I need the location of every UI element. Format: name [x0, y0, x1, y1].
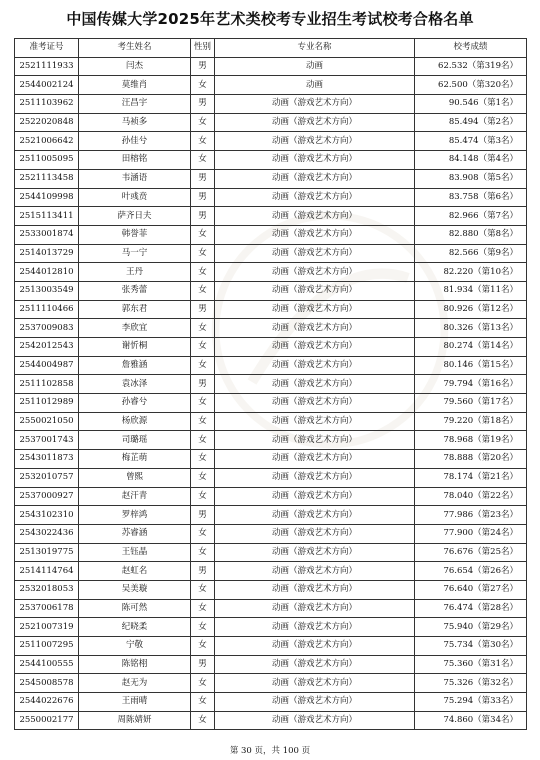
table-header-row: [15, 39, 527, 58]
gender-cell: 女: [191, 412, 215, 431]
exam-id-cell: 2537000927: [15, 487, 79, 506]
student-name-cell: 韦涵语: [79, 169, 191, 188]
major-cell: 动画（游戏艺术方向）: [215, 225, 415, 244]
table-row: [15, 300, 527, 319]
table-row: [15, 711, 527, 730]
gender-cell: 女: [191, 132, 215, 151]
exam-id-cell: 2544004987: [15, 356, 79, 375]
table-row: [15, 95, 527, 114]
student-name-cell: 谢忻桐: [79, 338, 191, 357]
exam-id-cell: 2537006178: [15, 599, 79, 618]
gender-cell: 女: [191, 618, 215, 637]
major-cell: 动画（游戏艺术方向）: [215, 693, 415, 712]
major-cell: 动画（游戏艺术方向）: [215, 375, 415, 394]
major-cell: 动画（游戏艺术方向）: [215, 637, 415, 656]
table-row: [15, 562, 527, 581]
gender-cell: 女: [191, 450, 215, 469]
student-name-cell: 赵虹名: [79, 562, 191, 581]
score-cell: 77.900（第24名）: [415, 524, 527, 543]
gender-cell: 女: [191, 338, 215, 357]
major-cell: 动画（游戏艺术方向）: [215, 562, 415, 581]
col-header-major: 专业名称: [215, 39, 415, 58]
table-row: [15, 151, 527, 170]
table-row: [15, 76, 527, 95]
gender-cell: 女: [191, 263, 215, 282]
gender-cell: 女: [191, 225, 215, 244]
exam-id-cell: 2532018053: [15, 580, 79, 599]
exam-id-cell: 2511110466: [15, 300, 79, 319]
score-cell: 76.654（第26名）: [415, 562, 527, 581]
exam-id-cell: 2514114764: [15, 562, 79, 581]
table-row: [15, 431, 527, 450]
major-cell: 动画: [215, 57, 415, 76]
student-name-cell: 马祯多: [79, 113, 191, 132]
exam-id-cell: 2550021050: [15, 412, 79, 431]
student-name-cell: 周陈婧妍: [79, 711, 191, 730]
gender-cell: 男: [191, 207, 215, 226]
student-name-cell: 赵汗青: [79, 487, 191, 506]
gender-cell: 男: [191, 188, 215, 207]
score-cell: 82.966（第7名）: [415, 207, 527, 226]
exam-id-cell: 2511103962: [15, 95, 79, 114]
major-cell: 动画（游戏艺术方向）: [215, 95, 415, 114]
gender-cell: 女: [191, 580, 215, 599]
student-name-cell: 闫杰: [79, 57, 191, 76]
student-name-cell: 莫维肖: [79, 76, 191, 95]
score-cell: 78.888（第20名）: [415, 450, 527, 469]
major-cell: 动画（游戏艺术方向）: [215, 188, 415, 207]
exam-id-cell: 2543102310: [15, 506, 79, 525]
table-row: [15, 506, 527, 525]
table-row: [15, 618, 527, 637]
admission-table: [14, 38, 527, 730]
major-cell: 动画（游戏艺术方向）: [215, 412, 415, 431]
exam-id-cell: 2521007319: [15, 618, 79, 637]
gender-cell: 女: [191, 674, 215, 693]
exam-id-cell: 2550002177: [15, 711, 79, 730]
major-cell: 动画（游戏艺术方向）: [215, 300, 415, 319]
student-name-cell: 孙佳兮: [79, 132, 191, 151]
exam-id-cell: 2514013729: [15, 244, 79, 263]
exam-id-cell: 2511012989: [15, 394, 79, 413]
table-row: [15, 338, 527, 357]
score-cell: 79.220（第18名）: [415, 412, 527, 431]
exam-id-cell: 2542012543: [15, 338, 79, 357]
student-name-cell: 曾熙: [79, 468, 191, 487]
score-cell: 84.148（第4名）: [415, 151, 527, 170]
score-cell: 80.926（第12名）: [415, 300, 527, 319]
exam-id-cell: 2511102858: [15, 375, 79, 394]
gender-cell: 女: [191, 394, 215, 413]
gender-cell: 男: [191, 57, 215, 76]
score-cell: 83.758（第6名）: [415, 188, 527, 207]
table-row: [15, 244, 527, 263]
exam-id-cell: 2544022676: [15, 693, 79, 712]
page-footer: 第 30 页，共 100 页: [229, 746, 311, 756]
major-cell: 动画（游戏艺术方向）: [215, 580, 415, 599]
score-cell: 90.546（第1名）: [415, 95, 527, 114]
gender-cell: 女: [191, 244, 215, 263]
score-cell: 79.794（第16名）: [415, 375, 527, 394]
major-cell: 动画（游戏艺术方向）: [215, 151, 415, 170]
student-name-cell: 苏睿涵: [79, 524, 191, 543]
major-cell: 动画: [215, 76, 415, 95]
student-name-cell: 汪昌宇: [79, 95, 191, 114]
gender-cell: 男: [191, 95, 215, 114]
score-cell: 77.986（第23名）: [415, 506, 527, 525]
table-row: [15, 674, 527, 693]
major-cell: 动画（游戏艺术方向）: [215, 132, 415, 151]
score-cell: 82.880（第8名）: [415, 225, 527, 244]
student-name-cell: 叶彧贲: [79, 188, 191, 207]
gender-cell: 女: [191, 431, 215, 450]
score-cell: 82.566（第9名）: [415, 244, 527, 263]
score-cell: 85.474（第3名）: [415, 132, 527, 151]
table-row: [15, 394, 527, 413]
student-name-cell: 郭东君: [79, 300, 191, 319]
table-row: [15, 543, 527, 562]
gender-cell: 女: [191, 543, 215, 562]
exam-id-cell: 2521113458: [15, 169, 79, 188]
major-cell: 动画（游戏艺术方向）: [215, 169, 415, 188]
score-cell: 80.274（第14名）: [415, 338, 527, 357]
exam-id-cell: 2522020848: [15, 113, 79, 132]
student-name-cell: 陈可然: [79, 599, 191, 618]
gender-cell: 女: [191, 599, 215, 618]
score-cell: 76.676（第25名）: [415, 543, 527, 562]
exam-id-cell: 2544100555: [15, 655, 79, 674]
major-cell: 动画（游戏艺术方向）: [215, 524, 415, 543]
student-name-cell: 赵无为: [79, 674, 191, 693]
col-header-name: 考生姓名: [79, 39, 191, 58]
gender-cell: 女: [191, 693, 215, 712]
table-row: [15, 113, 527, 132]
col-header-score: 校考成绩: [415, 39, 527, 58]
table-row: [15, 225, 527, 244]
gender-cell: 女: [191, 113, 215, 132]
student-name-cell: 宁敬: [79, 637, 191, 656]
score-cell: 85.494（第2名）: [415, 113, 527, 132]
major-cell: 动画（游戏艺术方向）: [215, 338, 415, 357]
score-cell: 62.532（第319名）: [415, 57, 527, 76]
major-cell: 动画（游戏艺术方向）: [215, 450, 415, 469]
student-name-cell: 王丹: [79, 263, 191, 282]
table-row: [15, 356, 527, 375]
gender-cell: 女: [191, 281, 215, 300]
gender-cell: 女: [191, 487, 215, 506]
gender-cell: 男: [191, 655, 215, 674]
table-row: [15, 281, 527, 300]
gender-cell: 女: [191, 711, 215, 730]
exam-id-cell: 2537001743: [15, 431, 79, 450]
exam-id-cell: 2513003549: [15, 281, 79, 300]
table-row: [15, 580, 527, 599]
table-row: [15, 207, 527, 226]
gender-cell: 男: [191, 375, 215, 394]
exam-id-cell: 2544002124: [15, 76, 79, 95]
major-cell: 动画（游戏艺术方向）: [215, 487, 415, 506]
gender-cell: 女: [191, 637, 215, 656]
exam-id-cell: 2513019775: [15, 543, 79, 562]
gender-cell: 男: [191, 300, 215, 319]
exam-id-cell: 2537009083: [15, 319, 79, 338]
gender-cell: 男: [191, 169, 215, 188]
score-cell: 75.360（第31名）: [415, 655, 527, 674]
table-row: [15, 637, 527, 656]
exam-id-cell: 2521111933: [15, 57, 79, 76]
table-row: [15, 468, 527, 487]
gender-cell: 男: [191, 562, 215, 581]
score-cell: 76.474（第28名）: [415, 599, 527, 618]
exam-id-cell: 2532010757: [15, 468, 79, 487]
table-row: [15, 450, 527, 469]
table-row: [15, 132, 527, 151]
exam-id-cell: 2515113411: [15, 207, 79, 226]
student-name-cell: 吴美璇: [79, 580, 191, 599]
student-name-cell: 杨欣源: [79, 412, 191, 431]
student-name-cell: 罗梓鸿: [79, 506, 191, 525]
major-cell: 动画（游戏艺术方向）: [215, 319, 415, 338]
score-cell: 75.940（第29名）: [415, 618, 527, 637]
major-cell: 动画（游戏艺术方向）: [215, 356, 415, 375]
gender-cell: 女: [191, 468, 215, 487]
major-cell: 动画（游戏艺术方向）: [215, 431, 415, 450]
table-row: [15, 319, 527, 338]
score-cell: 78.174（第21名）: [415, 468, 527, 487]
major-cell: 动画（游戏艺术方向）: [215, 599, 415, 618]
table-row: [15, 487, 527, 506]
col-header-id: 准考证号: [15, 39, 79, 58]
student-name-cell: 梅芷萌: [79, 450, 191, 469]
table-row: [15, 263, 527, 282]
major-cell: 动画（游戏艺术方向）: [215, 543, 415, 562]
table-row: [15, 57, 527, 76]
major-cell: 动画（游戏艺术方向）: [215, 674, 415, 693]
score-cell: 82.220（第10名）: [415, 263, 527, 282]
major-cell: 动画（游戏艺术方向）: [215, 506, 415, 525]
major-cell: 动画（游戏艺术方向）: [215, 281, 415, 300]
col-header-gender: 性别: [191, 39, 215, 58]
gender-cell: 女: [191, 319, 215, 338]
score-cell: 81.934（第11名）: [415, 281, 527, 300]
exam-id-cell: 2543022436: [15, 524, 79, 543]
exam-id-cell: 2543011873: [15, 450, 79, 469]
student-name-cell: 田榕铭: [79, 151, 191, 170]
score-cell: 80.326（第13名）: [415, 319, 527, 338]
table-body: [15, 57, 527, 730]
table-row: [15, 188, 527, 207]
major-cell: 动画（游戏艺术方向）: [215, 113, 415, 132]
major-cell: 动画（游戏艺术方向）: [215, 468, 415, 487]
score-cell: 76.640（第27名）: [415, 580, 527, 599]
major-cell: 动画（游戏艺术方向）: [215, 711, 415, 730]
major-cell: 动画（游戏艺术方向）: [215, 655, 415, 674]
exam-id-cell: 2511007295: [15, 637, 79, 656]
gender-cell: 女: [191, 76, 215, 95]
table-row: [15, 524, 527, 543]
exam-id-cell: 2533001874: [15, 225, 79, 244]
exam-id-cell: 2544012810: [15, 263, 79, 282]
table-row: [15, 599, 527, 618]
table-row: [15, 412, 527, 431]
student-name-cell: 张秀蕾: [79, 281, 191, 300]
page-title: 中国传媒大学2025年艺术类校考专业招生考试校考合格名单: [66, 10, 474, 28]
table-row: [15, 693, 527, 712]
score-cell: 75.326（第32名）: [415, 674, 527, 693]
exam-id-cell: 2545008578: [15, 674, 79, 693]
student-name-cell: 王钰晶: [79, 543, 191, 562]
exam-id-cell: 2544109998: [15, 188, 79, 207]
gender-cell: 女: [191, 524, 215, 543]
score-cell: 83.908（第5名）: [415, 169, 527, 188]
major-cell: 动画（游戏艺术方向）: [215, 207, 415, 226]
score-cell: 78.040（第22名）: [415, 487, 527, 506]
gender-cell: 女: [191, 151, 215, 170]
student-name-cell: 王雨晴: [79, 693, 191, 712]
table-row: [15, 375, 527, 394]
student-name-cell: 孙睿兮: [79, 394, 191, 413]
exam-id-cell: 2521006642: [15, 132, 79, 151]
student-name-cell: 袁冰泽: [79, 375, 191, 394]
score-cell: 75.734（第30名）: [415, 637, 527, 656]
table-row: [15, 169, 527, 188]
student-name-cell: 司璐瑶: [79, 431, 191, 450]
student-name-cell: 陈铭栩: [79, 655, 191, 674]
student-name-cell: 詹雅涵: [79, 356, 191, 375]
score-cell: 79.560（第17名）: [415, 394, 527, 413]
student-name-cell: 萨齐日夫: [79, 207, 191, 226]
major-cell: 动画（游戏艺术方向）: [215, 618, 415, 637]
score-cell: 78.968（第19名）: [415, 431, 527, 450]
table-row: [15, 655, 527, 674]
gender-cell: 男: [191, 506, 215, 525]
score-cell: 62.500（第320名）: [415, 76, 527, 95]
student-name-cell: 纪晓柔: [79, 618, 191, 637]
gender-cell: 女: [191, 356, 215, 375]
score-cell: 80.146（第15名）: [415, 356, 527, 375]
score-cell: 74.860（第34名）: [415, 711, 527, 730]
student-name-cell: 李欣宜: [79, 319, 191, 338]
student-name-cell: 韩誉菲: [79, 225, 191, 244]
major-cell: 动画（游戏艺术方向）: [215, 394, 415, 413]
student-name-cell: 马一宁: [79, 244, 191, 263]
major-cell: 动画（游戏艺术方向）: [215, 263, 415, 282]
exam-id-cell: 2511005095: [15, 151, 79, 170]
major-cell: 动画（游戏艺术方向）: [215, 244, 415, 263]
score-cell: 75.294（第33名）: [415, 693, 527, 712]
